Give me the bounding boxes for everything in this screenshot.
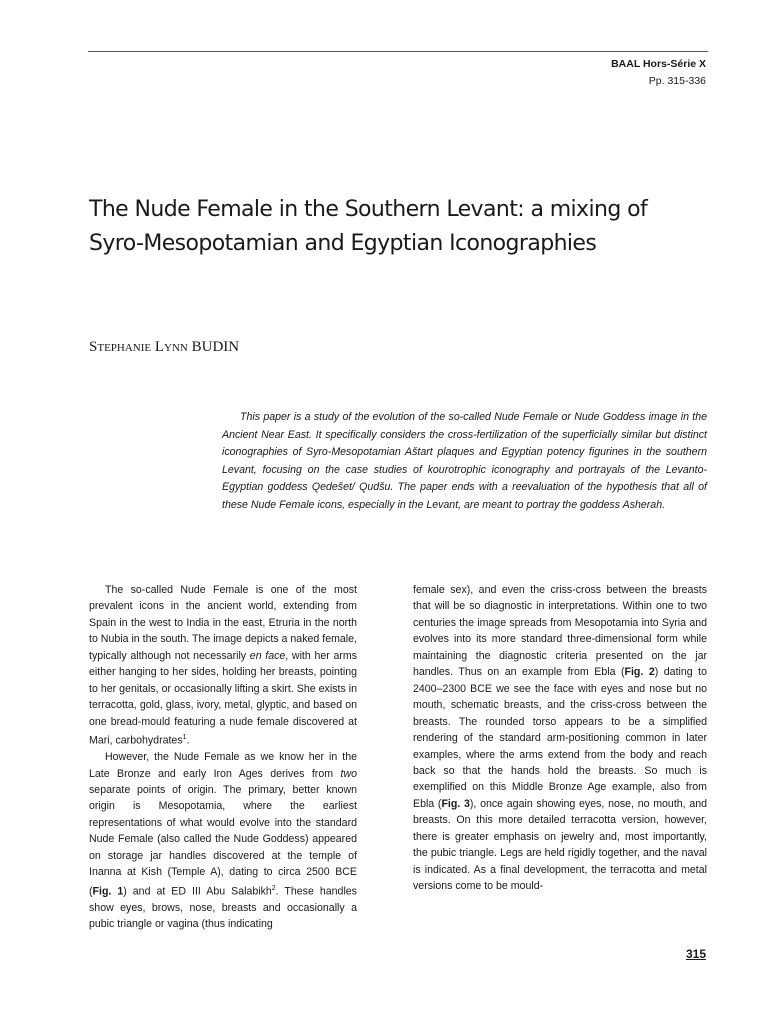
author-name: STEPHANIE LYNN BUDIN bbox=[89, 339, 240, 355]
paragraph-continued: female sex), and even the criss-cross between the breasts that will be so diagnostic in interpretations. Within one to two centuries the image spreads from Mesopotamia into Syria and evolves into its more standard three-dimensional form while maintaining the diagnostic criteria presented on the jar handles. Thus on an example from Ebla (Fig. 2) dating to 2400–2300 BCE we see the face with eyes and nose but no mouth, schematic breasts, and the criss-cross between the breasts. The rounded torso appears to be a simplified rendering of the standard arm-positioning common in later examples, where the arms extend from the body and reach back so that the hands hold the breasts. So much is exemplified on this Middle Bronze Age example, also from Ebla (Fig. 3), once again showing eyes, nose, no mouth, and breasts. On this more detailed terracotta version, however, there is greater emphasis on jewelry and, most importantly, the pubic triangle. Legs are held rigidly together, and the naval is indicated. As a final development, the terracotta and metal versions come to be mould- bbox=[413, 584, 707, 893]
page-range: Pp. 315-336 bbox=[648, 75, 706, 87]
footnote-ref-2[interactable]: 2 bbox=[271, 884, 276, 892]
title-line-1: The Nude Female in the Southern Levant: a mixing of bbox=[89, 197, 648, 222]
body-column-left bbox=[89, 582, 357, 933]
series-title: BAAL Hors-Série X bbox=[611, 58, 706, 70]
body-column-right bbox=[413, 582, 707, 895]
footnote-ref-1[interactable]: 1 bbox=[182, 734, 187, 742]
abstract bbox=[222, 409, 707, 515]
page-number: 315 bbox=[685, 947, 706, 961]
figure-ref-1[interactable]: Fig. 1 bbox=[92, 885, 124, 898]
header-rule bbox=[88, 51, 708, 52]
article-title bbox=[89, 193, 729, 261]
figure-ref-2[interactable]: Fig. 2 bbox=[624, 666, 655, 679]
abstract-text: This paper is a study of the evolution of the so-called Nude Female or Nude Goddess image in the Ancient Near East. It specifically considers the cross-fertilization of the superficially similar but distinct iconographies of Syro-Mesopotamian Aštart plaques and Egyptian potency figurines in the southern Levant, focusing on the case studies of kourotrophic iconography and portrayals of the Levanto-Egyptian goddess Qedešet/ Qudšu. The paper ends with a reevaluation of the hypothesis that all of these Nude Female icons, especially in the Levant, are meant to portray the goddess Asherah. bbox=[222, 411, 707, 511]
paragraph-1: The so-called Nude Female is one of the most prevalent icons in the ancient world, extending from Spain in the west to India in the east, Etruria in the north to Nubia in the south. The image depicts a naked female, typically although not necessarily en face, with her arms either hanging to her sides, holding her breasts, pointing to her genitals, or occasionally lifting a skirt. She exists in terracotta, gold, glass, ivory, metal, glyptic, and based on one bread-mould featuring a nude female discovered at Mari, carbohydrates$^1$. bbox=[89, 584, 357, 747]
figure-ref-3[interactable]: Fig. 3 bbox=[441, 797, 470, 810]
title-line-2: Syro-Mesopotamian and Egyptian Iconographies bbox=[89, 231, 597, 256]
paragraph-2: However, the Nude Female as we know her in the Late Bronze and early Iron Ages derives from two separate points of origin. The primary, better known origin is Mesopotamia, where the earliest representations of what would evolve into the standard Nude Female (also called the Nude Goddess) appeared on storage jar handles discovered at the temple of Inanna at Kish (Temple A), dating to circa 2500 BCE (Fig. 1) and at ED III Abu Salabikh$^2$. These handles show eyes, brows, nose, breasts and occasionally a pubic triangle or vagina (thus indicating bbox=[89, 751, 357, 931]
